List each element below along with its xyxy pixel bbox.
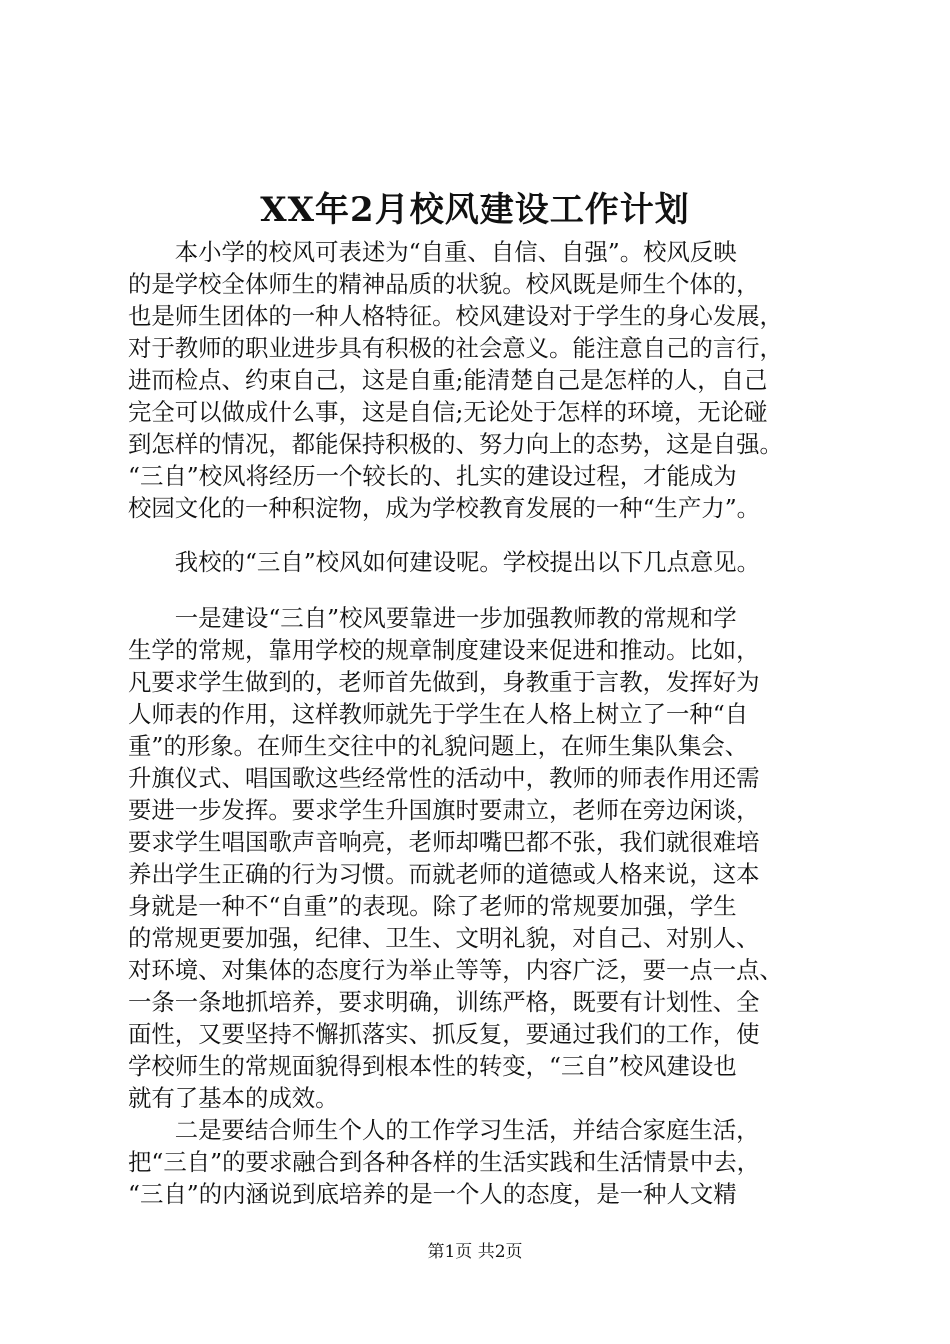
body-line: 学校师生的常规面貌得到根本性的转变，“三自”校风建设也 (128, 1052, 737, 1080)
body-line: 就有了基本的成效。 (128, 1084, 339, 1112)
document-title: XX年2月校风建设工作计划 (260, 190, 690, 230)
body-line: 一条一条地抓培养，要求明确，训练严格，既要有计划性、全 (128, 988, 760, 1016)
body-line: 本小学的校风可表述为“自重、自信、自强”。校风反映 (128, 238, 737, 266)
body-line: 进而检点、约束自己，这是自重;能清楚自己是怎样的人，自己 (128, 366, 768, 394)
body-line: 校园文化的一种积淀物，成为学校教育发展的一种“生产力”。 (128, 494, 761, 522)
body-line: 到怎样的情况，都能保持积极的、努力向上的态势，这是自强。 (128, 430, 783, 458)
body-line: 凡要求学生做到的，老师首先做到，身教重于言教，发挥好为 (128, 668, 760, 696)
body-line: 把“三自”的要求融合到各种各样的生活实践和生活情景中去， (128, 1148, 761, 1176)
body-line: 要进一步发挥。要求学生升国旗时要肃立，老师在旁边闲谈， (128, 796, 760, 824)
body-line: 生学的常规，靠用学校的规章制度建设来促进和推动。比如， (128, 636, 760, 664)
body-line: 升旗仪式、唱国歌这些经常性的活动中，教师的师表作用还需 (128, 764, 760, 792)
body-line: 对于教师的职业进步具有积极的社会意义。能注意自己的言行， (128, 334, 783, 362)
page-number: 第1页 共2页 (427, 1242, 523, 1262)
body-line: 对环境、对集体的态度行为举止等等，内容广泛，要一点一点、 (128, 956, 783, 984)
body-line: 的常规更要加强，纪律、卫生、文明礼貌，对自己、对别人、 (128, 924, 760, 952)
body-line: “三自”的内涵说到底培养的是一个人的态度，是一种人文精 (128, 1180, 737, 1208)
body-line: 也是师生团体的一种人格特征。校风建设对于学生的身心发展， (128, 302, 783, 330)
body-line: 面性，又要坚持不懈抓落实、抓反复，要通过我们的工作，使 (128, 1020, 760, 1048)
body-line: 人师表的作用，这样教师就先于学生在人格上树立了一种“自 (128, 700, 749, 728)
body-line: 重”的形象。在师生交往中的礼貌问题上，在师生集队集会、 (128, 732, 749, 760)
body-line: 我校的“三自”校风如何建设呢。学校提出以下几点意见。 (128, 548, 761, 576)
body-line: “三自”校风将经历一个较长的、扎实的建设过程，才能成为 (128, 462, 737, 490)
body-line: 一是建设“三自”校风要靠进一步加强教师教的常规和学 (128, 604, 737, 632)
body-line: 养出学生正确的行为习惯。而就老师的道德或人格来说，这本 (128, 860, 760, 888)
body-line: 的是学校全体师生的精神品质的状貌。校风既是师生个体的， (128, 270, 760, 298)
body-line: 身就是一种不“自重”的表现。除了老师的常规要加强，学生 (128, 892, 737, 920)
body-line: 完全可以做成什么事，这是自信;无论处于怎样的环境，无论碰 (128, 398, 768, 426)
body-line: 要求学生唱国歌声音响亮，老师却嘴巴都不张，我们就很难培 (128, 828, 760, 856)
body-line: 二是要结合师生个人的工作学习生活，并结合家庭生活， (128, 1116, 760, 1144)
